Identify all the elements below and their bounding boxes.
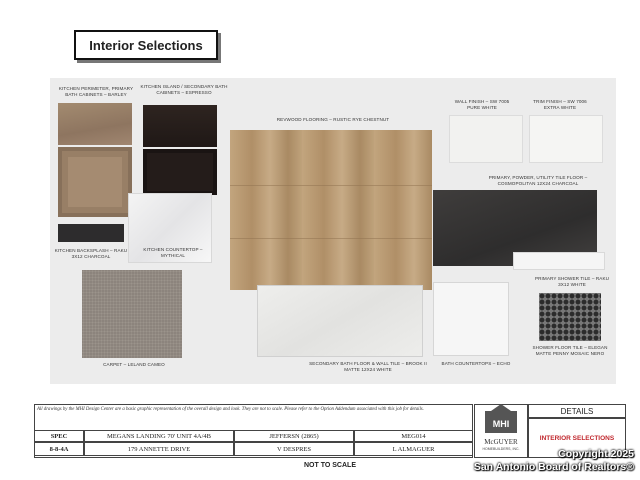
designer-cell: V DESPRES — [234, 442, 354, 456]
mhi-logo-icon — [485, 411, 517, 433]
utility-tile-label: PRIMARY, POWDER, UTILITY TILE FLOOR – COSMOPOLITAN 12X24 CHARCOAL — [488, 175, 588, 186]
wall-finish-swatch — [449, 115, 523, 163]
trim-finish-label: TRIM FINISH – SW 7006 EXTRA WHITE — [533, 99, 587, 110]
community-cell: MEGANS LANDING 70' UNIT 4A/4B — [84, 430, 234, 442]
carpet-swatch — [82, 270, 182, 358]
flooring-swatch — [230, 130, 432, 290]
logo-sub2: HOMEBUILDERS, INC. — [482, 447, 520, 451]
wall-finish-label: WALL FINISH – SW 7005 PURE WHITE — [454, 99, 510, 110]
page-title: Interior Selections — [74, 30, 218, 60]
details-value: INTERIOR SELECTIONS — [528, 418, 626, 458]
kitchen-perimeter-label: KITCHEN PERIMETER, PRIMARY BATH CABINETS – BARLEY — [58, 86, 134, 97]
kitchen-island-label: KITCHEN ISLAND / SECONDARY BATH CABINETS – ESPRESSO — [140, 84, 228, 95]
roof-icon — [491, 404, 511, 411]
barley-cabinet-swatch — [58, 103, 132, 145]
shower-tile-swatch — [513, 252, 605, 270]
address-cell: 179 ANNETTE DRIVE — [84, 442, 234, 456]
plan-cell: JEFFERSN (2865) — [234, 430, 354, 442]
spec-label: SPEC — [34, 430, 84, 442]
logo-sub: McGUYER — [484, 438, 518, 446]
copyright-watermark: Copyright 2025 — [558, 448, 634, 460]
shower-floor-label: SHOWER FLOOR TILE – ELEGAN MATTE PENNY MOSAIC NERO — [532, 345, 608, 356]
date-cell: 8-8-4A — [34, 442, 84, 456]
shower-tile-label: PRIMARY SHOWER TILE – RAKU 3X12 WHITE — [534, 276, 610, 287]
job-cell: MEG014 — [354, 430, 473, 442]
logo-block — [474, 404, 528, 458]
shower-floor-swatch — [539, 293, 601, 341]
carpet-label: CARPET – LELAND CAMEO — [103, 362, 165, 367]
backsplash-swatch — [58, 224, 124, 242]
countertop-label: KITCHEN COUNTERTOP – MYTHICAL — [143, 247, 203, 258]
espresso-door-swatch — [143, 149, 217, 195]
trim-finish-swatch — [529, 115, 603, 163]
bath-countertop-swatch — [433, 282, 509, 356]
logo-text: MHI — [492, 419, 510, 429]
disclaimer-text: All drawings by the MHI Design Center are a basic graphic representation of the overall design and look. They are not to scale. Please refer to the Option Addendum associated with this job for details. — [37, 407, 424, 412]
details-header: DETAILS — [528, 404, 626, 418]
barley-door-swatch — [58, 147, 132, 217]
not-to-scale-note: NOT TO SCALE — [304, 462, 356, 469]
flooring-label: REVWOOD FLOORING – RUSTIC RYE CHESTNUT — [276, 117, 390, 122]
secondary-bath-label: SECONDARY BATH FLOOR & WALL TILE – BROOK II MATTE 12X24 WHITE — [309, 361, 427, 372]
espresso-cabinet-swatch — [143, 105, 217, 147]
backsplash-label: KITCHEN BACKSPLASH – RAKU 3X12 CHARCOAL — [54, 248, 128, 259]
bath-countertop-label: BATH COUNTERTOPS – ECHO — [441, 361, 511, 366]
secondary-bath-tile-swatch — [257, 285, 423, 357]
realtor-watermark: San Antonio Board of Realtors® — [473, 461, 634, 473]
agent-cell: L ALMAGUER — [354, 442, 473, 456]
